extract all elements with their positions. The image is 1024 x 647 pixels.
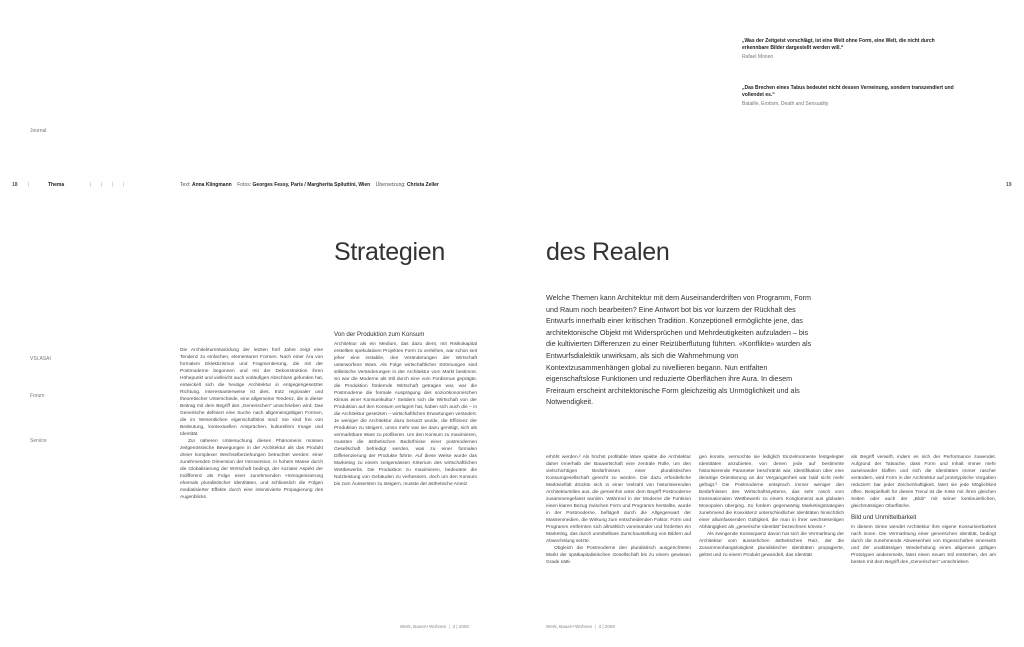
body-column-2: [334, 331, 477, 488]
author: Anna Klingmann: [191, 182, 232, 188]
nav-journal[interactable]: Journal: [30, 128, 47, 134]
footer-left: Werk, Bauen+Wohnen | 3 | 2000: [400, 624, 470, 629]
paragraph: In diesem Sinne wendet Architektur ihre eigene Konsumierbarkeit nach innen. Die Vermarktung einer generischen Identität, bedingt durch die zunehmende Abwesenheit von Eigenschaften einerseits und der unablässigen Wiederholung eines allgemein gültigen Prototypen andererseits, lässt einen neuen Stil entstehen, der am besten mit dem Begriff des „Generischen“ umschrieben: [851, 525, 996, 565]
quote-block-2: [742, 85, 957, 108]
quote-text: „Was der Zeitgeist vorschlägt, ist eine Welt ohne Form, eine Welt, die nicht durch erkennbare Bilder dargestellt werden will.“: [742, 38, 935, 51]
quote-block-1: [742, 38, 957, 61]
header-dividers: | | | |: [90, 182, 125, 188]
body-column-1: [180, 347, 323, 501]
footer-right: Werk, Bauen+Wohnen | 3 | 2000: [546, 624, 616, 629]
nav-service[interactable]: Service: [30, 438, 47, 444]
paragraph: Architektur als ein Medium, das dazu dient, mit Risikokapital erstellten spekulativen Projekten Form zu verleihen, war schon seit jeher eine instabile, den Veränderungen der Wirtschaft unterworfene Ware. Als Folge wirtschaftlicher Strömungen sind stilistische Veränderungen in der Architektur vom Markt bestimmt. So war die Moderne als Stil durch eine vom Fordismus geprägte, die Produktion fördernde Wirtschaft getragen war, war die Postmoderne die formale Ausprägung des sozioökonomischen Klimas einer Konsumkultur.¹ Seitdem sich die Wirtschaft von der Produktion auf den Konsum verlagert hat, haben sich auch die – in die Architektur gesetzten – wirtschaftlichen Erwartungen verändert. Je weniger die Architektur dazu benutzt wurde, die Effizienz der Produktion zu steigern, umso mehr war sie dazu genötigt, sich als vermarktbare Ware zu profilieren. Um den Konsum zu maximieren, mussten die ästhetischen Bedürfnisse einer postmodernen Gesellschaft befriedigt werden, was zu einer formalen Differenzierung der Produkte führte. Auf diese Weise wurde das Marketing zu einem zeitgemässen Kriterium des wirtschaftlichen Wettbewerbs. Die Produktion zu maximieren, bedeutete die Nutzleistung von Gebäuden zu verbessern, doch um den Konsum bis zum Äussersten zu steigern, musste der ästhetische Anreiz: [334, 342, 477, 487]
paragraph: Die Architekturentwicklung der letzten fünf Jahre zeigt eine Tendenz zu einfachen, elementaren Formen. Nach einer Ära von formalem Eklektizismus und Fragmentierung, die mit der Postmoderne begonnen und mit der Dekonstruktion ihren Höhepunkt und vielleicht auch vorläufigen Abschluss gefunden hat, entwickelt sich die heutige Architektur in entgegengesetzter Richtung. Interessanterweise ist dies, trotz regionaler und theoretischer Unterschiede, eine allgemeine Tendenz, die in dieser Beitrag mit dem Begriff des „Generischen“ umschrieben wird. Das Generische definiert eine Suche nach allgemeingültigen Formen, die im Wesentlichen eigenschaftslos sind: Sie sind frei von Bedeutung, kontextuellen Ansprüchen, kulturellem Image und Identität.: [180, 348, 323, 437]
subheading: Von der Produktion zum Konsum: [334, 331, 425, 338]
subheading: Bild und Unmittelbarkeit: [851, 514, 917, 521]
nav-vsi-asai[interactable]: VSI.ASAI: [30, 356, 51, 362]
section-label: Thema: [48, 182, 65, 188]
credits: [180, 182, 439, 188]
issue: 3 | 2000: [598, 624, 616, 629]
lead-paragraph: Welche Themen kann Architektur mit dem Auseinanderdriften von Programm, Form und Raum noch bearbeiten? Eine Antwort bot bis vor kurzem der Rückhalt des Entwurfs innerhalb einer kritischen Tradition. Konzeptionell ermöglichte jene, das architektonische Objekt mit Widersprüchen und Mehrdeutigkeiten aufzuladen – bis die kultivierten Differenzen zu einer Reizüberflutung führten. «Konflikte» wurden als Entwurfsdialektik unwirksam, als sich die Wahrnehmung von Kontextzusammenhängen global zu nivellieren begann. Nun entfalten eigenschaftslose Funktionen und reduzierte Oberflächen ihre Aura. In diesem Freiraum erscheint architektonische Form gleichzeitig als Unmöglichkeit und als Notwendigkeit.: [546, 293, 812, 407]
header-divider: |: [28, 182, 30, 188]
paragraph: gen konnte, vermochte sie lediglich Einzelmomente festgelegter Identitäten anzubieten, von denen jede auf bestimmte historisierende Parameter beschränkt war. Identifikation über eine derartige Orientierung an der Vergangenheit war bald nicht mehr gefragt.³ Die Postmoderne entsprach immer weniger den Bedürfnissen des Wirtschaftssystems, das sehr rasch vom transnationalen Wettbewerb zu einem Konglomerat aus globalen Monopolen überging. So fordern gegenwärtig Marketingstrategien zunehmend die Koexistenz unterschiedlicher Identitäten hinsichtlich einer allumfassenden Gültigkeit, die man in ihrer wechselseitigen Abhängigkeit als „generische Identität“ bezeichnen könnte.⁴: [699, 455, 844, 530]
quote-text: „Das Brechen eines Tabus bedeutet nicht dessen Verneinung, sondern transzendiert und vollendet es.“: [742, 85, 954, 98]
paragraph: Als zwingende Konsequenz davon hat sich die Vermarktung der Architektur vom äusserlichen ästhetischen Reiz, der die Zusammenhangslosigkeit pluralistischer Identitäten propagierte, gelöst und zu einem Produkt gewandelt, das Identität: [699, 532, 844, 558]
body-column-5: [851, 454, 996, 566]
paragraph: Zur näheren Untersuchung dieses Phänomens müssen zeitgenössische Bewegungen in der Architektur als das Produkt dreier komplexer Wechselbeziehungen betrachtet werden: einer zunehmenden Dimension der Introversion, in hohem Masse durch die Globalisierung der Wirtschaft bedingt, der sozialer Aspekt der Indifferenz als Folge einer zunehmenden Homogenisierung ehemals pluralistischer Identitäten, und schliesslich die Folgen mediatisierter Effekte durch eine intensivierte Propagierung des Augenblicks.: [180, 439, 323, 500]
journal-name: Werk, Bauen+Wohnen: [546, 624, 593, 629]
page-number-right: 19: [1006, 182, 1012, 188]
body-column-3: [546, 454, 691, 566]
issue: 3 | 2000: [452, 624, 470, 629]
quote-source: Bataille, Erotism, Death and Sensuality: [742, 101, 829, 107]
title-left: Strategien: [334, 238, 445, 266]
quote-source: Rafael Moneo: [742, 54, 774, 60]
page-number-left: 18: [12, 182, 18, 188]
text-label: Text:: [180, 182, 191, 188]
photographers: Georges Fessy, Paris / Margherita Spiluttini, Wien: [252, 182, 371, 188]
title-right: des Realen: [546, 238, 670, 266]
journal-name: Werk, Bauen+Wohnen: [400, 624, 447, 629]
paragraph: als Begriff verwirft, indem es sich der Performance zuwendet. Aufgrund der Tatsache, dass Form und Inhalt immer mehr auseinander klaffen und sich die Identitäten immer rascher verändern, wird Form in der Architektur auf prototypische Vorgaben reduziert: bar jeder Zeichenhaftigkeit, lässt sie jede Möglichkeit offen. Beispielhaft für diesen Trend ist die Kiste mit ihren gleichen Seiten oder auch der „Blob“ mit seiner kontinuierlichen, gleichmässigen Oberfläche.: [851, 455, 996, 509]
paragraph: erhöht werden.² Als höchst profitable Ware spielte die Architektur daher innerhalb der Bauwirtschaft eine zentrale Rolle, um den vielschichtigen Bedürfnissen einer pluralistischen Konsumgesellschaft gerecht zu werden. Die dazu erforderliche Marktvielfalt drückte sich in einer Vielzahl von historisierenden Architekturstilen aus, die gemeinhin unter dem Begriff Postmoderne zusammengefasst wurden. Während in der Moderne die Funktion einen klaren Bezug zwischen Form und Programm herstellte, wurde in der Postmoderne, beflügelt durch die Allgegenwart der Massenmedien, die Wirkung zum entscheidenden Faktor. Form und Programm entfernten sich allmählich voneinander und förderten ein Marketing, das durch unmittelbare Zurschaustellung von Bildern auf Abwechslung setzte.: [546, 455, 691, 544]
translator: Christa Zeller: [406, 182, 439, 188]
translation-label: Übersetzung:: [375, 182, 406, 188]
photo-label: Fotos:: [237, 182, 252, 188]
nav-forum[interactable]: Forum: [30, 393, 45, 399]
paragraph: Obgleich die Postmoderne den pluralistisch ausgerichteten Markt der spätkapitalistischen Gesellschaft bis zu einem gewissen Grade sätti-: [546, 546, 691, 565]
body-column-4: [699, 454, 844, 559]
